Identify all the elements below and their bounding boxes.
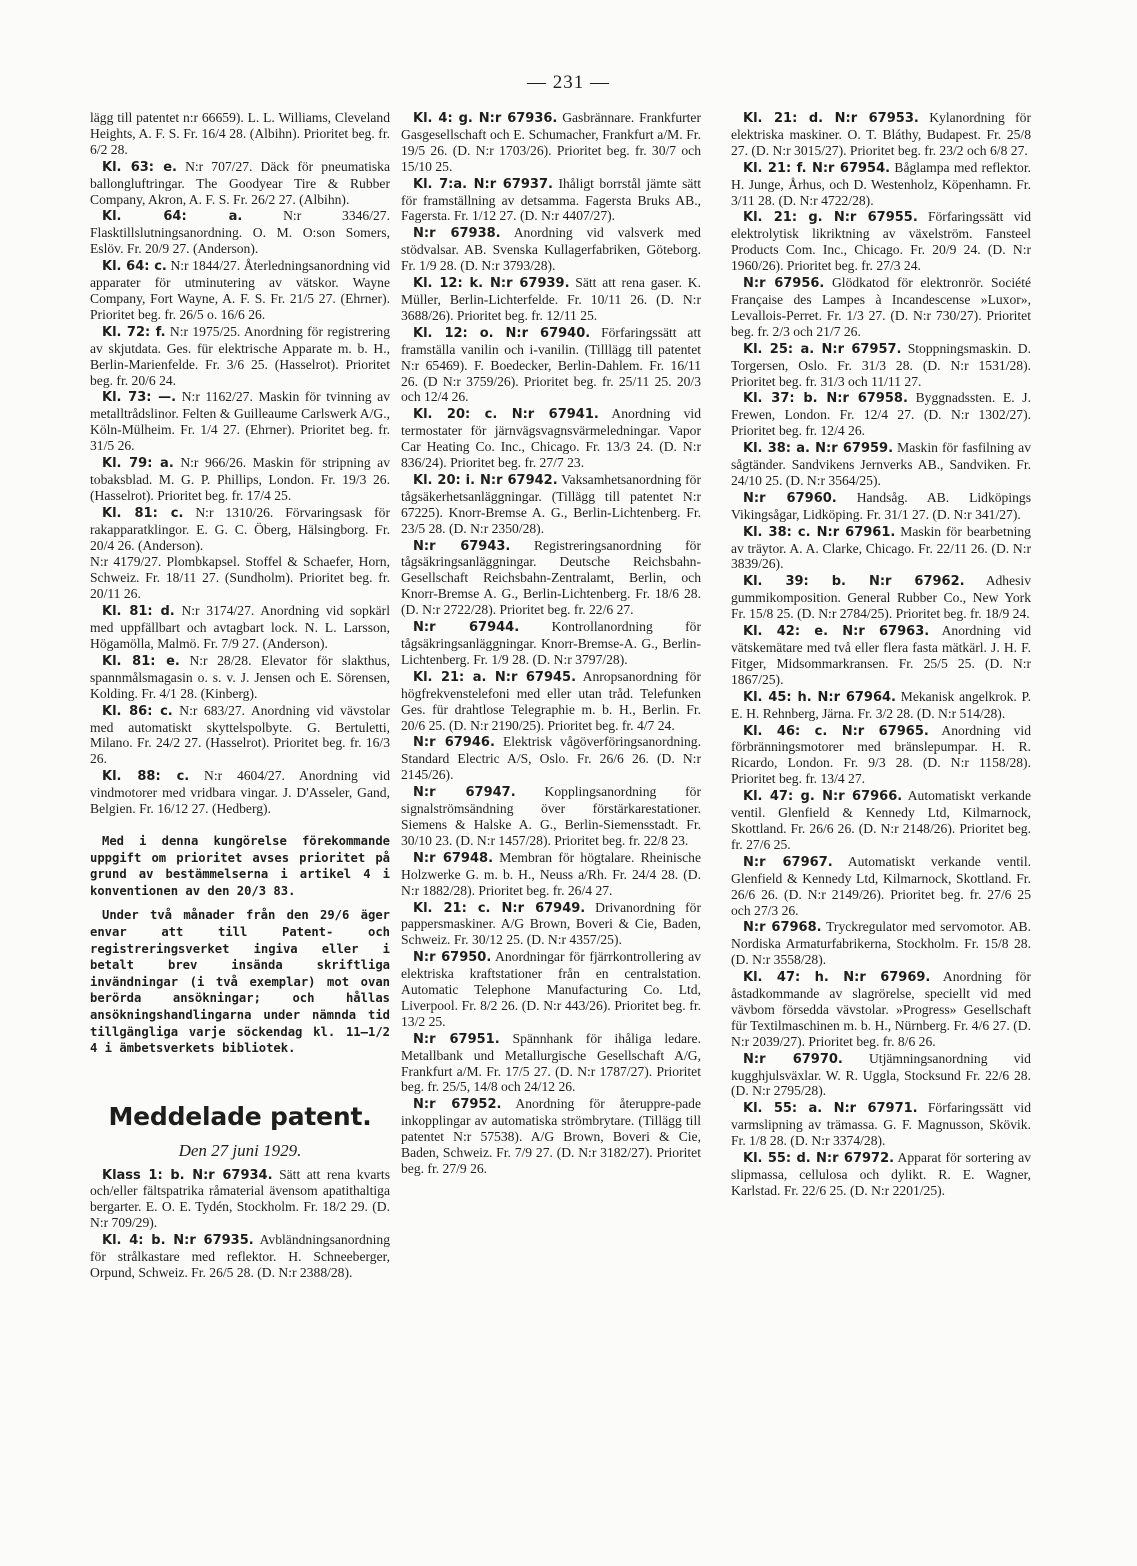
patent-entry [401, 110, 701, 175]
entry-heading: N:r 67967. [743, 854, 833, 870]
entry-text: Anordning vid förbränningsmotorer med bränslepumpar. H. R. Ricardo, London. Fr. 9/3 28. (D. N:r 1158/28). Prioritet beg. fr. 13/4 27. [731, 722, 1031, 787]
patent-entry [731, 209, 1031, 274]
entry-heading: Kl. 37: b. N:r 67958. [743, 391, 908, 407]
patent-entry [731, 440, 1031, 489]
patent-entry [731, 160, 1031, 209]
column-3-entries [731, 110, 1031, 1199]
patent-entry [731, 919, 1031, 968]
entry-text: Båglampa med reflektor. H. Junge, Århus, och D. Westenholz, Köpenhamn. Fr. 3/11 28. (D. N:r 4722/28). [731, 159, 1031, 208]
patent-entry [731, 1150, 1031, 1199]
entry-heading: N:r 67968. [743, 920, 822, 936]
patent-entry [90, 324, 390, 389]
entry-heading: Kl. 38: a. N:r 67959. [743, 441, 894, 457]
entry-heading: Kl. 88: c. [102, 769, 190, 785]
patent-entry [401, 784, 701, 849]
entry-heading: N:r 67951. [413, 1031, 500, 1047]
entry-heading: N:r 67950. [413, 950, 492, 966]
entry-text: N:r 966/26. Maskin för stripning av tobaksblad. M. G. P. Phillips, London. Fr. 19/3 26. (Hasselrot). Prioritet beg. fr. 17/4 25. [90, 455, 390, 503]
entry-text: Förfaringssätt vid varmslipning av trämassa. G. F. Magnusson, Skövik. Fr. 1/8 28. (D. N:r 3374/28). [731, 1100, 1031, 1149]
patent-entry [90, 208, 390, 257]
entry-heading: Kl. 64: c. [102, 259, 167, 275]
entry-text: Automatiskt verkande ventil. Glenfield & Kennedy Ltd, Kilmarnock, Skottland. Fr. 26/6 26. (D. N:r 2149/26). Prioritet beg. fr. 27/6 25 och 27/3 26. [731, 853, 1031, 918]
entry-text: Anordning vid vätskemätare med två eller flera fasta mätkärl. J. H. F. Fitger, Midsommarkransen. Fr. 25/5 25. (D. N:r 1867/25). [731, 623, 1031, 687]
section-title: Meddelade patent. [108, 1101, 372, 1131]
priority-notice: Med i denna kungörelse förekommande uppgift om prioritet avses prioritet på grund av bestämmelserna i artikel 4 i konventionen av den 20/3 83. [90, 833, 390, 898]
patent-entry [731, 854, 1031, 919]
entry-heading: Kl. 73: —. [102, 390, 177, 406]
entry-heading: Kl. 21: c. N:r 67949. [413, 900, 586, 916]
entry-heading: Kl. 81: d. [102, 604, 175, 620]
entry-heading: N:r 67970. [743, 1051, 843, 1067]
entry-heading: Kl. 72: f. [102, 324, 166, 340]
patent-entry [401, 325, 701, 406]
entry-text: Maskin för fasfilning av sågtänder. Sandvikens Jernverks AB., Sandviken. Fr. 24/10 25. (D. N:r 3564/25). [731, 440, 1031, 488]
entry-text: N:r 1844/27. Återledningsanordning vid apparater för utminutering av vätskor. Wayne Company, Fort Wayne, A. F. S. Fr. 21/5 27. (Ehrner). Prioritet beg. fr. 26/5 o. 16/6 26. [90, 258, 390, 322]
entry-text: N:r 28/28. Elevator för slakthus, spannmålsmagasin o. s. v. J. Jensen och E. Sörensen, Kolding. Fr. 4/1 28. (Kinberg). [90, 652, 390, 701]
section-date: Den 27 juni 1929. [178, 1140, 302, 1160]
patent-entry [731, 723, 1031, 788]
entry-text: Sätt att rena gaser. K. Müller, Berlin-Lichterfelde. Fr. 10/11 26. (D. N:r 3688/26). Prioritet beg. fr. 12/11 25. [401, 275, 701, 323]
entry-heading: N:r 67944. [413, 620, 520, 636]
entry-heading: Kl. 12: k. N:r 67939. [413, 276, 570, 292]
patent-entry [731, 573, 1031, 622]
entry-text: N:r 1310/26. Förvaringsask för rakapparatklingor. E. G. C. Öberg, Hälsingborg. Fr. 20/4 26. (Anderson). [90, 504, 390, 553]
entry-text: lägg till patentet n:r 66659). L. L. Williams, Cleveland Heights, A. F. S. Fr. 16/4 28. (Albihn). Prioritet beg. fr. 6/2 28. [90, 110, 390, 157]
entry-text: Anropsanordning för högfrekvenstelefoni med eller utan tråd. Telefunken Ges. für drahtlose Telegraphie m. b. H., Berlin. Fr. 20/6 25. (D. N:r 2190/25). Prioritet beg. fr. 4/7 24. [401, 668, 701, 733]
entry-heading: Kl. 4: g. N:r 67936. [413, 111, 558, 126]
entry-text: Ihåligt borrstål jämte sätt för framställning av detsamma. Fagersta Bruks AB., Fagersta. Fr. 1/12 27. (D. N:r 4407/27). [401, 175, 701, 224]
entry-text: Spännhank för ihåliga ledare. Metallbank und Metallurgische Gesellschaft A/G, Frankfurt a/M. Fr. 17/5 27. (D. N:r 1787/27). Prioritet beg. fr. 25/5, 14/8 och 24/12 26. [401, 1030, 701, 1095]
entry-text: Anordning för åstadkommande av slagrörelse, speciellt vid med vävbom försedda vävstolar. »Progress» Gesellschaft für Textilmaschinen m. b. H., Nürnberg. Fr. 4/6 27. (D. N:r 2039/27). Prioritet beg. fr. 8/6 26. [731, 969, 1031, 1049]
entry-heading: Kl. 21: d. N:r 67953. [743, 111, 919, 126]
entry-heading: N:r 67938. [413, 226, 501, 242]
entry-heading: Kl. 4: b. N:r 67935. [102, 1233, 254, 1249]
entry-heading: N:r 67952. [413, 1097, 502, 1113]
entry-text: Handsåg. AB. Lidköpings Vikingsågar, Lidköping. Fr. 31/1 27. (D. N:r 341/27). [731, 489, 1031, 522]
patent-entry [401, 900, 701, 949]
patent-entry [90, 159, 390, 208]
patent-entry [401, 619, 701, 668]
patent-entry [90, 1232, 390, 1281]
patent-entry [90, 258, 390, 323]
patent-entry [731, 110, 1031, 159]
patent-entry [90, 768, 390, 817]
entry-heading: N:r 67946. [413, 735, 495, 751]
entry-heading: Kl. 21: g. N:r 67955. [743, 210, 918, 226]
entry-text: N:r 683/27. Anordning vid vävstolar med automatiskt skyttelspolbyte. G. Bertuletti, Milano. Fr. 24/2 27. (Hasselrot). Prioritet beg. fr. 16/3 26. [90, 702, 390, 767]
entry-text: Maskin för bearbetning av träytor. A. A. Clarke, Chicago. Fr. 22/11 26. (D. N:r 3839/26). [731, 523, 1031, 572]
patent-entry [401, 225, 701, 274]
column-1-patent-entries [90, 1167, 390, 1281]
column-2-entries [401, 110, 701, 1177]
entry-text: Avbländningsanordning för strålkastare med reflektor. H. Schneeberger, Orpund, Schweiz. Fr. 26/5 28. (D. N:r 2388/28). [90, 1232, 390, 1280]
entry-heading: Kl. 38: c. N:r 67961. [743, 524, 896, 540]
patent-entry [401, 472, 701, 537]
patent-entry [401, 1031, 701, 1096]
entry-heading: Kl. 25: a. N:r 67957. [743, 341, 902, 357]
patent-entry [90, 389, 390, 454]
patent-entry [731, 275, 1031, 340]
entry-text: N:r 3346/27. Flasktillslutningsanordning. O. M. O:son Somers, Eslöv. Fr. 20/9 27. (Anderson). [90, 208, 390, 257]
entry-heading: Kl. 86: c. [102, 703, 173, 719]
page-number: — 231 — [527, 72, 610, 93]
patent-entry [90, 554, 390, 602]
entry-text: Kopplingsanordning för signalströmsändning över förstärkarestationer. Siemens & Halske A. G., Berlin-Siemensstadt. Fr. 30/10 23. (D. N:r 1457/28). Prioritet beg. fr. 22/8 23. [401, 784, 702, 848]
patent-entry [90, 1167, 390, 1232]
entry-text: Sätt att rena kvarts och/eller fältspatrika råmaterial ävensom apatithaltiga bergarter. E. O. E. Tydén, Stockholm. Fr. 18/2 29. (D. N:r 709/29). [90, 1166, 391, 1231]
entry-text: N:r 4604/27. Anordning vid vindmotorer med vridbara vingar. J. D'Asseler, Gand, Belgien. Fr. 16/12 27. (Hedberg). [90, 768, 390, 817]
entry-heading: N:r 67947. [413, 785, 516, 801]
entry-heading: Kl. 7:a. N:r 67937. [413, 176, 553, 192]
entry-text: Tryckregulator med servomotor. AB. Nordiska Armaturfabrikerna, Stockholm. Fr. 15/8 28. (D. N:r 3558/28). [731, 919, 1031, 968]
entry-text: Automatiskt verkande ventil. Glenfield & Kennedy Ltd, Kilmarnock, Skottland. Fr. 26/6 26. (D. N:r 2148/26). Prioritet beg. fr. 27/6 25. [731, 788, 1032, 852]
patent-entry [731, 390, 1031, 439]
entry-text: Kylanordning för elektriska maskiner. O. T. Bláthy, Budapest. Fr. 25/8 27. (D. N:r 3015/27). Prioritet beg. fr. 23/2 och 6/8 27. [731, 110, 1032, 158]
entry-text: N:r 1975/25. Anordning för registrering av skjutdata. Ges. für elektrische Apparate m. b. H., Berlin-Marienfelde. Fr. 3/6 25. (Hasselrot). Prioritet beg. fr. 20/6 24. [90, 323, 390, 388]
patent-entry [90, 505, 390, 554]
patent-entry [731, 341, 1031, 390]
entry-heading: N:r 67956. [743, 276, 825, 292]
entry-text: Mekanisk angelkrok. P. E. H. Rehnberg, Järna. Fr. 3/2 28. (D. N:r 514/28). [731, 688, 1031, 721]
entry-heading: N:r 67948. [413, 850, 494, 866]
entry-heading: Kl. 46: c. N:r 67965. [743, 723, 929, 739]
entry-text: Anordning vid valsverk med stödvalsar. AB. Svenska Kullagerfabriken, Göteborg. Fr. 1/9 28. (D. N:r 3793/28). [401, 225, 701, 274]
entry-text: Anordning vid termostater för järnvägsvagnsvärmeledningar. Vapor Car Heating Co. Inc., Chicago. Fr. 13/3 24. (D. N:r 836/24). Prioritet beg. fr. 27/7 23. [401, 406, 701, 471]
entry-heading: Kl. 55: a. N:r 67971. [743, 1101, 918, 1117]
entry-heading: Kl. 79: a. [102, 456, 174, 472]
patent-entry [731, 623, 1031, 688]
entry-text: N:r 1162/27. Maskin för tvinning av metalltrådslinor. Felten & Guilleaume Carlswerk A/G., Köln-Mülheim. Fr. 1/4 27. (Ehrner). Prioritet beg. fr. 31/5 26. [90, 389, 390, 454]
patent-entry [401, 275, 701, 324]
entry-text: Byggnadssten. E. J. Frewen, London. Fr. 12/4 27. (D. N:r 1302/27). Prioritet beg. fr. 12/4 26. [731, 390, 1031, 439]
entry-heading: Kl. 47: g. N:r 67966. [743, 789, 903, 805]
entry-heading: N:r 67943. [413, 538, 511, 554]
column-2 [401, 110, 701, 1178]
entry-text: Apparat för sortering av slipmassa, cellulosa och dylikt. R. E. Wagner, Karlstad. Fr. 22/6 25. (D. N:r 2201/25). [731, 1150, 1031, 1198]
patent-entry [90, 455, 390, 504]
patent-entry [401, 406, 701, 471]
entry-text: Förfaringssätt vid elektrolytisk likriktning av växelström. Fansteel Products Com. Inc., Chicago. Fr. 20/9 24. (D. N:r 1960/26). Prioritet beg. fr. 27/3 24. [731, 209, 1031, 274]
objection-notice: Under två månader från den 29/6 äger envar att till Patent- och registreringsverket ingiva eller i betalt brev insända skriftliga invändningar (i två exemplar) mot ovan berörda ansökningar; och hållas ansökningshandlingarna under nämnda tid tillgängliga varje söckendag kl. 11—1/2 4 i ämbetsverkets bibliotek. [90, 908, 390, 1056]
entry-text: Förfaringssätt att framställa vanilin och i-vanilin. (Tilllägg till patentet N:r 65469). F. Boedecker, Berlin-Dahlem. Fr. 16/11 26. (D N:r 3759/26). Prioritet beg. fr. 25/11 25. 20/3 och 12/4 26. [401, 324, 702, 405]
entry-heading: Kl. 21: a. N:r 67945. [413, 669, 577, 685]
entry-text: Utjämningsanordning vid kugghjulsväxlar. W. R. Uggla, Stocksund Fr. 22/6 28. (D. N:r 2795/28). [731, 1050, 1031, 1099]
entry-text: N:r 4179/27. Plombkapsel. Stoffel & Schaefer, Horn, Schweiz. Fr. 18/11 27. (Sundholm). Prioritet beg. fr. 20/11 26. [90, 554, 390, 602]
entry-heading: Kl. 81: c. [102, 505, 184, 521]
entry-text: Anordningar för fjärrkontrollering av elektriska kraftstationer från en centralstation. Automatic Telephone Manufacturing Co. Ltd, Liverpool. Fr. 8/2 26. (D. N:r 443/26). Prioritet beg. fr. 13/2 25. [401, 949, 701, 1029]
entry-heading: Kl. 39: b. N:r 67962. [743, 574, 965, 590]
entry-heading: Kl. 64: a. [102, 209, 243, 225]
patent-entry [731, 1051, 1031, 1100]
patent-entry [90, 110, 390, 158]
entry-text: Anordning för återuppre-pade inkopplingar av automatiska strömbrytare. (Tillägg till patentet N:r 57538). A/G Brown, Boveri & Cie, Baden, Schweiz. Fr. 7/9 27. (D. N:r 3182/27). Prioritet beg. fr. 27/9 26. [401, 1096, 701, 1176]
entry-heading: Klass 1: b. N:r 67934. [102, 1167, 273, 1183]
entry-text: Registreringsanordning för tågsäkringsanläggningar. Deutsche Reichsbahn-Gesellschaft Reichsbahn-Zentralamt, Berlin, och Knorr-Bremse A. G., Berlin-Lichtenberg. Fr. 18/6 28. (D. N:r 2722/28). Prioritet beg. fr. 22/6 27. [401, 537, 702, 618]
patent-entry [731, 490, 1031, 523]
patent-entry [90, 603, 390, 652]
entry-heading: Kl. 63: e. [102, 159, 177, 175]
entry-text: Membran för högtalare. Rheinische Holzwerke G. m. b. H., Neuss a/Rh. Fr. 24/4 28. (D. N:r 1882/28). Prioritet beg. fr. 26/4 27. [401, 849, 701, 898]
entry-heading: Kl. 45: h. N:r 67964. [743, 689, 896, 705]
column-1-entries [90, 110, 390, 817]
patent-entry [731, 788, 1031, 853]
column-3 [731, 110, 1031, 1200]
entry-heading: Kl. 55: d. N:r 67972. [743, 1151, 895, 1167]
entry-text: Gasbrännare. Frankfurter Gasgesellschaft och E. Schumacher, Frankfurt a/M. Fr. 19/5 26. (D. N:r 1703/26). Prioritet beg. fr. 30/7 och 15/10 25. [401, 110, 701, 174]
entry-text: Drivanordning för pappersmaskiner. A/G Brown, Boveri & Cie, Baden, Schweiz. Fr. 30/12 25. (D. N:r 4357/25). [401, 899, 701, 948]
patent-entry [401, 1096, 701, 1177]
entry-heading: N:r 67960. [743, 490, 837, 506]
patent-entry [731, 1100, 1031, 1149]
entry-text: Stoppningsmaskin. D. Torgersen, Oslo. Fr. 31/3 28. (D. N:r 1531/28). Prioritet beg. fr. 31/3 och 11/11 27. [731, 340, 1031, 389]
patent-entry [731, 969, 1031, 1050]
entry-text: Elektrisk vågöverföringsanordning. Standard Electric A/S, Oslo. Fr. 26/6 26. (D. N:r 2145/26). [401, 734, 701, 783]
patent-entry [401, 538, 701, 619]
patent-entry [401, 176, 701, 225]
entry-text: Kontrollanordning för tågsäkringsanläggningar. Knorr-Bremse-A. G., Berlin-Lichtenberg. Fr. 1/9 28. (D. N:r 3797/28). [401, 619, 701, 667]
entry-heading: Kl. 81: e. [102, 653, 180, 669]
entry-text: N:r 3174/27. Anordning vid sopkärl med uppfällbart och avtagbart lock. N. L. Larsson, Högamölla, Malmö. Fr. 7/9 27. (Anderson). [90, 603, 390, 651]
patent-entry [90, 653, 390, 702]
patent-entry [401, 669, 701, 734]
patent-entry [401, 734, 701, 783]
entry-text: N:r 707/27. Däck för pneumatiska ballongluftringar. The Goodyear Tire & Rubber Company, Akron, A. F. S. Fr. 26/2 27. (Albihn). [90, 158, 390, 207]
patent-entry [90, 703, 390, 768]
patent-entry [401, 949, 701, 1030]
patent-entry [731, 524, 1031, 573]
entry-heading: Kl. 20: c. N:r 67941. [413, 407, 599, 423]
entry-heading: Kl. 20: i. N:r 67942. [413, 472, 558, 488]
patent-entry [401, 850, 701, 899]
column-1 [90, 110, 390, 1282]
entry-text: Vaksamhetsanordning för tågsäkerhetsanläggningar. (Tillägg till patentet N:r 67225). Knorr-Bremse A. G., Berlin-Lichtenberg. Fr. 23/5 28. (D. N:r 2350/28). [401, 471, 701, 536]
entry-heading: Kl. 47: h. N:r 67969. [743, 970, 931, 986]
entry-text: Adhesiv gummikomposition. General Rubber Co., New York Fr. 15/8 25. (D. N:r 2784/25). Prioritet beg. fr. 18/9 24. [731, 573, 1031, 622]
entry-heading: Kl. 42: e. N:r 67963. [743, 624, 930, 640]
patent-entry [731, 689, 1031, 722]
entry-heading: Kl. 21: f. N:r 67954. [743, 160, 891, 176]
entry-text: Glödkatod för elektronrör. Société Française des Lampes à Incandescense »Luxor», Levallois-Perret. Fr. 1/3 27. (D. N:r 730/27). Prioritet beg. fr. 2/3 och 21/7 26. [731, 275, 1032, 339]
entry-heading: Kl. 12: o. N:r 67940. [413, 325, 591, 341]
